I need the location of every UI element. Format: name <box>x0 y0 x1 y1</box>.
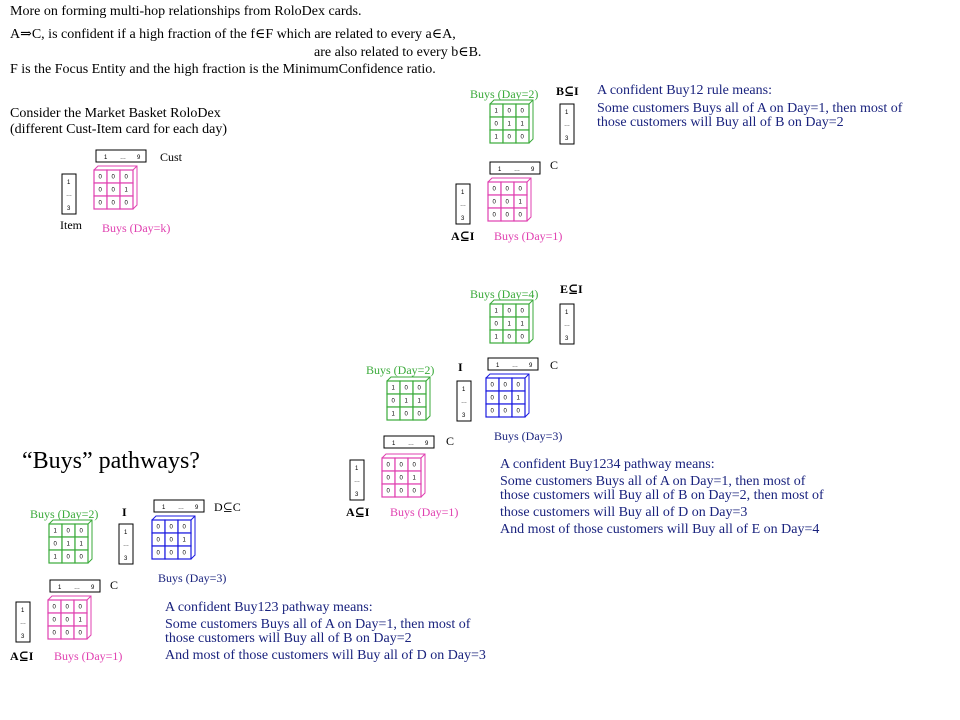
buy1234-card-day1 <box>346 432 446 512</box>
day1-axis-mid: … <box>514 167 520 173</box>
matrix-cell-value: 0 <box>492 186 496 193</box>
intro-line-1: More on forming multi-hop relationships from RoloDex cards. <box>10 4 362 19</box>
buy123-line-2: those customers will Buy all of B on Day=2 <box>165 631 412 646</box>
buy12-day2-label: Buys (Day=2) <box>470 87 539 101</box>
matrix-day1-b <box>382 454 425 497</box>
day1b-axis-mid: … <box>408 441 414 447</box>
buy12-day1-label: Buys (Day=1) <box>494 229 563 243</box>
item-label: Item <box>60 218 82 232</box>
day2b-side-mid: … <box>461 399 467 405</box>
matrix-day2-a <box>490 100 533 143</box>
matrix-cell-value: 0 <box>78 604 82 611</box>
matrix-cell-value: 1 <box>520 321 524 328</box>
matrix-cell-value: 0 <box>98 200 102 207</box>
day3-axis-mid: … <box>512 363 518 369</box>
matrix-cell-value: 0 <box>404 411 408 418</box>
intro-line-2b: are also related to every b∈B. <box>314 45 482 60</box>
matrix-cell-value: 1 <box>417 398 421 405</box>
matrix-cell-value: 0 <box>518 212 522 219</box>
buy123-heading: A confident Buy123 pathway means: <box>165 600 373 615</box>
matrix-cell-value: 0 <box>490 382 494 389</box>
matrix-cell-value: 0 <box>386 488 390 495</box>
matrix-cell-value: 1 <box>124 187 128 194</box>
day1-axis-end: 9 <box>531 167 535 173</box>
buy1234-line-3: those customers will Buy all of D on Day=3 <box>500 505 748 520</box>
day2b-side-end: 3 <box>462 413 466 419</box>
cust-axis-mid: … <box>120 155 126 161</box>
intro-line-3: F is the Focus Entity and the high fraction is the MinimumConfidence ratio. <box>10 62 436 77</box>
buy12-line-1: Some customers Buys all of A on Day=1, then most of <box>597 101 903 116</box>
matrix-cell-value: 0 <box>391 398 395 405</box>
day1c-side-mid: … <box>20 620 26 626</box>
day2c-side-start: 1 <box>124 530 128 536</box>
day1c-axis-end: 9 <box>91 585 95 591</box>
day1-side-mid: … <box>460 202 466 208</box>
buy123-i-label: I <box>122 505 127 519</box>
item-axis <box>62 174 76 214</box>
matrix-cell-value: 0 <box>156 550 160 557</box>
matrix-cell-value: 0 <box>53 541 57 548</box>
matrix-cell-value: 1 <box>520 121 524 128</box>
day1c-side-end: 3 <box>21 634 25 640</box>
day2-side-start: 1 <box>565 110 569 116</box>
buy1234-e-subset: E⊆I <box>560 282 583 296</box>
matrix-cell-value: 0 <box>124 200 128 207</box>
day1-axis-start: 1 <box>498 167 502 173</box>
matrix-cell-value: 1 <box>412 475 416 482</box>
buy12-heading: A confident Buy12 rule means: <box>597 83 772 98</box>
matrix-day3 <box>486 374 529 417</box>
matrix-cell-value: 1 <box>53 528 57 535</box>
buy123-day3-label: Buys (Day=3) <box>158 571 227 585</box>
matrix-cell-value: 0 <box>124 174 128 181</box>
matrix-cell-value: 0 <box>169 524 173 531</box>
day2c-side-end: 3 <box>124 556 128 562</box>
matrix-cell-value: 1 <box>494 334 498 341</box>
matrix-cell-value: 1 <box>391 385 395 392</box>
buy123-card-day3 <box>150 498 220 578</box>
matrix-cell-value: 0 <box>79 528 83 535</box>
day1c-side-start: 1 <box>21 608 25 614</box>
day1c-axis-start: 1 <box>58 585 62 591</box>
matrix-cell-value: 0 <box>503 395 507 402</box>
buy12-card-day2 <box>486 100 586 160</box>
matrix-day3-c <box>152 516 195 559</box>
item-axis-mid: … <box>66 192 72 198</box>
matrix-cell-value: 0 <box>79 554 83 561</box>
day4-side-start: 1 <box>565 310 569 316</box>
matrix-cell-value: 0 <box>65 630 69 637</box>
day1b-side-start: 1 <box>355 466 359 472</box>
buy123-a-subset: A⊆I <box>10 649 34 663</box>
buys-k-label: Buys (Day=k) <box>102 221 171 235</box>
cust-axis-end: 9 <box>137 155 141 161</box>
buy123-line-1: Some customers Buys all of A on Day=1, then most of <box>165 617 471 632</box>
day1b-side-end: 3 <box>355 492 359 498</box>
matrix-cell-value: 0 <box>417 411 421 418</box>
matrix-cell-value: 0 <box>52 617 56 624</box>
matrix-cell-value: 0 <box>412 462 416 469</box>
matrix-cell-value: 0 <box>520 108 524 115</box>
buy1234-i-label: I <box>458 360 463 374</box>
matrix-cell-value: 1 <box>182 537 186 544</box>
day3c-axis-end: 9 <box>195 505 199 511</box>
day1b-side-mid: … <box>354 478 360 484</box>
matrix-cell-value: 0 <box>505 212 509 219</box>
day1b-axis-end: 9 <box>425 441 429 447</box>
matrix-cell-value: 1 <box>79 541 83 548</box>
day2c-side-mid: … <box>123 542 129 548</box>
matrix-day1-a <box>488 178 531 221</box>
matrix-cell-value: 1 <box>53 554 57 561</box>
buy1234-card-day4 <box>486 300 586 360</box>
matrix-cell-value: 0 <box>169 537 173 544</box>
matrix-cell-value: 0 <box>66 554 70 561</box>
matrix-cell-value: 0 <box>169 550 173 557</box>
day2-side-mid: … <box>564 122 570 128</box>
matrix-cell-value: 0 <box>492 199 496 206</box>
matrix-cell-value: 0 <box>492 212 496 219</box>
day1b-axis-start: 1 <box>392 441 396 447</box>
matrix-cell-value: 0 <box>520 334 524 341</box>
day1-side-start: 1 <box>461 190 465 196</box>
cust-axis-start: 1 <box>104 155 108 161</box>
matrix-cell-value: 1 <box>66 541 70 548</box>
buy12-b-subset: B⊆I <box>556 84 579 98</box>
matrix-cell-value: 0 <box>520 308 524 315</box>
day3-axis-start: 1 <box>496 363 500 369</box>
matrix-cell-value: 0 <box>386 475 390 482</box>
matrix-cell-value: 0 <box>111 174 115 181</box>
buy1234-day2-label: Buys (Day=2) <box>366 363 435 377</box>
matrix-cell-value: 0 <box>66 528 70 535</box>
matrix-day2-c <box>49 520 92 563</box>
matrix-cell-value: 0 <box>505 199 509 206</box>
matrix-cell-value: 0 <box>412 488 416 495</box>
buy1234-card-day2 <box>383 377 483 437</box>
matrix-cell-value: 0 <box>520 134 524 141</box>
matrix-cell-value: 0 <box>503 382 507 389</box>
buy12-line-2: those customers will Buy all of B on Day=2 <box>597 115 844 130</box>
matrix-cell-value: 0 <box>399 475 403 482</box>
matrix-cell-value: 0 <box>156 537 160 544</box>
matrix-cell-value: 0 <box>98 187 102 194</box>
pathways-title: “Buys” pathways? <box>22 448 200 474</box>
matrix-cell-value: 0 <box>417 385 421 392</box>
item-axis-start: 1 <box>67 180 71 186</box>
matrix-cell-value: 1 <box>78 617 82 624</box>
day3-axis-end: 9 <box>529 363 533 369</box>
matrix-cell-value: 1 <box>494 308 498 315</box>
buy1234-line-2: those customers will Buy all of B on Day=2, then most of <box>500 488 824 503</box>
buy1234-line-1: Some customers Buys all of A on Day=1, then most of <box>500 474 806 489</box>
buy1234-c-label-top: C <box>550 358 559 372</box>
day2-side-end: 3 <box>565 136 569 142</box>
market-line-1: Consider the Market Basket RoloDex <box>10 106 221 121</box>
matrix-cell-value: 0 <box>386 462 390 469</box>
buy123-d-subset: D⊆C <box>214 500 241 514</box>
matrix-cell-value: 0 <box>516 382 520 389</box>
matrix-cell-value: 0 <box>65 617 69 624</box>
matrix-cell-value: 0 <box>507 134 511 141</box>
buy123-line-3: And most of those customers will Buy all of D on Day=3 <box>165 648 486 663</box>
market-line-2: (different Cust-Item card for each day) <box>10 122 228 137</box>
matrix-day4 <box>490 300 533 343</box>
buy123-card-day2 <box>45 520 145 580</box>
matrix-cell-value: 0 <box>505 186 509 193</box>
matrix-cell-value: 0 <box>78 630 82 637</box>
day4-side-end: 3 <box>565 336 569 342</box>
matrix-cell-value: 0 <box>404 385 408 392</box>
matrix-cell-value: 0 <box>494 121 498 128</box>
day3c-axis-start: 1 <box>162 505 166 511</box>
matrix-cell-value: 1 <box>507 121 511 128</box>
buy1234-card-day3 <box>484 356 554 426</box>
matrix-k <box>94 166 137 209</box>
matrix-cell-value: 0 <box>65 604 69 611</box>
day2b-side-start: 1 <box>462 387 466 393</box>
matrix-cell-value: 0 <box>52 604 56 611</box>
matrix-cell-value: 1 <box>404 398 408 405</box>
buy1234-day3-label: Buys (Day=3) <box>494 429 563 443</box>
matrix-cell-value: 0 <box>518 186 522 193</box>
buy1234-day4-label: Buys (Day=4) <box>470 287 539 301</box>
matrix-cell-value: 0 <box>516 408 520 415</box>
buy123-c-label: C <box>110 578 119 592</box>
matrix-cell-value: 0 <box>156 524 160 531</box>
buy1234-day1-label: Buys (Day=1) <box>390 505 459 519</box>
matrix-cell-value: 0 <box>494 321 498 328</box>
cust-axis <box>96 150 146 162</box>
matrix-cell-value: 0 <box>98 174 102 181</box>
buy12-a-subset: A⊆I <box>451 229 475 243</box>
matrix-cell-value: 0 <box>399 488 403 495</box>
matrix-cell-value: 0 <box>111 200 115 207</box>
buy123-card-day1 <box>12 576 112 656</box>
matrix-cell-value: 0 <box>507 108 511 115</box>
matrix-cell-value: 0 <box>507 308 511 315</box>
buy123-day2-label: Buys (Day=2) <box>30 507 99 521</box>
day1c-axis-mid: … <box>74 585 80 591</box>
buy1234-a-subset: A⊆I <box>346 505 370 519</box>
buy1234-line-4: And most of those customers will Buy all of E on Day=4 <box>500 522 820 537</box>
matrix-cell-value: 0 <box>507 334 511 341</box>
matrix-cell-value: 0 <box>503 408 507 415</box>
matrix-cell-value: 0 <box>490 408 494 415</box>
day4-side-mid: … <box>564 322 570 328</box>
matrix-cell-value: 1 <box>516 395 520 402</box>
buy123-day1-label: Buys (Day=1) <box>54 649 123 663</box>
intro-line-2: A⇒C, is confident if a high fraction of the f∈F which are related to every a∈A, <box>10 27 456 42</box>
matrix-cell-value: 1 <box>494 108 498 115</box>
matrix-cell-value: 0 <box>52 630 56 637</box>
buy12-card-day1 <box>452 158 552 238</box>
matrix-cell-value: 0 <box>111 187 115 194</box>
matrix-day2-b <box>387 377 430 420</box>
matrix-cell-value: 0 <box>490 395 494 402</box>
cust-label: Cust <box>160 150 183 164</box>
matrix-cell-value: 1 <box>518 199 522 206</box>
matrix-cell-value: 0 <box>399 462 403 469</box>
matrix-cell-value: 1 <box>391 411 395 418</box>
day3c-axis-mid: … <box>178 505 184 511</box>
matrix-cell-value: 1 <box>507 321 511 328</box>
matrix-cell-value: 1 <box>494 134 498 141</box>
matrix-cell-value: 0 <box>182 550 186 557</box>
buy1234-c-label: C <box>446 434 455 448</box>
day1-side-end: 3 <box>461 216 465 222</box>
buy12-c-label: C <box>550 158 559 172</box>
matrix-day1-c <box>48 596 91 639</box>
item-axis-end: 3 <box>67 206 71 212</box>
buy1234-heading: A confident Buy1234 pathway means: <box>500 457 715 472</box>
matrix-cell-value: 0 <box>182 524 186 531</box>
